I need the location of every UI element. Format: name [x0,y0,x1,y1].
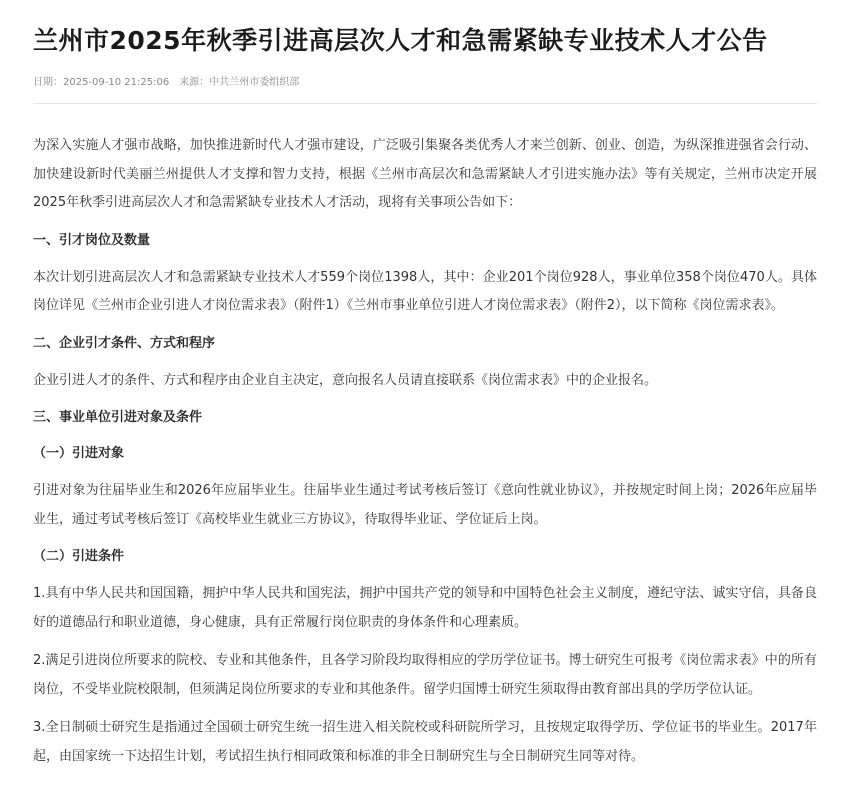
article-meta [33,76,817,104]
article-source: 来源：中共兰州市委组织部 [179,77,300,88]
condition-item-1: 1.具有中华人民共和国国籍，拥护中华人民共和国宪法，拥护中国共产党的领导和中国特色社会主义制度，遵纪守法、诚实守信，具备良好的道德品行和职业道德，身心健康，具有正常履行岗位职责的身体条件和心理素质。 [33,586,817,630]
article [33,0,817,781]
enterprise-paragraph: 企业引进人才的条件、方式和程序由企业自主决定，意向报名人员请直接联系《岗位需求表》中的企业报名。 [33,372,658,388]
intro-paragraph: 为深入实施人才强市战略，加快推进新时代人才强市建设，广泛吸引集聚各类优秀人才来兰创新、创业、创造，为纵深推进强省会行动、加快建设新时代美丽兰州提供人才支撑和智力支持，根据《兰州市高层次和急需紧缺人才引进实施办法》等有关规定，兰州市决定开展2025年秋季引进高层次人才和急需紧缺专业技术人才活动，现将有关事项公告如下： [33,138,817,210]
publish-date: 日期：2025-09-10 21:25:06 [33,77,170,88]
condition-item-2: 2.满足引进岗位所要求的院校、专业和其他条件，且各学习阶段均取得相应的学历学位证书。博士研究生可报考《岗位需求表》中的所有岗位，不受毕业院校限制，但须满足岗位所要求的专业和其他条件。留学归国博士研究生须取得由教育部出具的学历学位认证。 [33,653,817,697]
section-heading-positions: 一、引才岗位及数量 [33,232,151,248]
subheading-targets: （一）引进对象 [33,446,125,461]
section-heading-institutions: 三、事业单位引进对象及条件 [33,410,203,425]
article-title: 兰州市2025年秋季引进高层次人才和急需紧缺专业技术人才公告 [33,26,768,55]
subheading-conditions: （二）引进条件 [33,549,125,564]
article-body [33,132,817,771]
section-heading-enterprise: 二、企业引才条件、方式和程序 [33,335,216,351]
condition-item-3: 3.全日制硕士研究生是指通过全国硕士研究生统一招生进入相关院校或科研院所学习，且按规定取得学历、学位证书的毕业生。2017年起，由国家统一下达招生计划，考试招生执行相同政策和标准的非全日制研究生与全日制研究生同等对待。 [33,720,817,764]
targets-paragraph: 引进对象为往届毕业生和2026年应届毕业生。往届毕业生通过考试考核后签订《意向性就业协议》，并按规定时间上岗；2026年应届毕业生，通过考试考核后签订《高校毕业生就业三方协议》，待取得毕业证、学位证后上岗。 [33,483,817,527]
positions-paragraph: 本次计划引进高层次人才和急需紧缺专业技术人才559个岗位1398人，其中：企业201个岗位928人，事业单位358个岗位470人。具体岗位详见《兰州市企业引进人才岗位需求表》（附件1）《兰州市事业单位引进人才岗位需求表》（附件2），以下简称《岗位需求表》。 [33,269,817,313]
